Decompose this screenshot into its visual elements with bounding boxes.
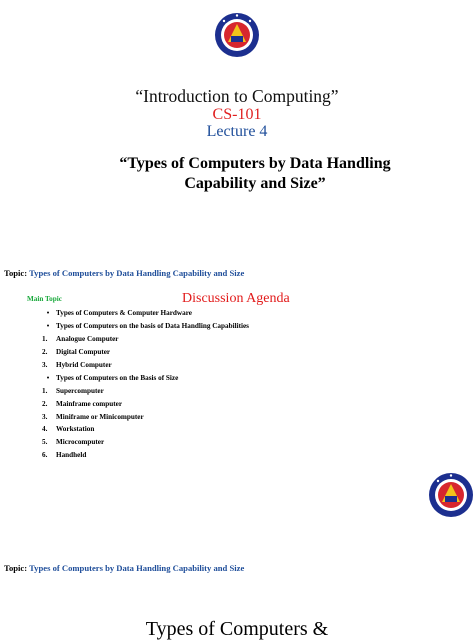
list-item — [42, 346, 249, 359]
list-marker: 5. — [42, 438, 48, 447]
list-item — [42, 359, 249, 372]
list-item — [42, 423, 249, 436]
list-marker: 3. — [42, 361, 48, 369]
list-item — [42, 320, 249, 333]
list-item-text: Mainframe computer — [56, 399, 123, 408]
list-item — [42, 333, 249, 346]
next-slide-title: Types of Computers & — [145, 618, 329, 640]
list-marker: 1. — [42, 335, 48, 344]
course-code: CS-101 — [212, 106, 262, 123]
list-item-text: Analogue Computer — [56, 335, 119, 344]
list-marker: 1. — [42, 386, 48, 395]
list-item-text: Supercomputer — [56, 386, 104, 395]
list-item — [42, 436, 249, 449]
agenda-title: Discussion Agenda — [182, 291, 290, 306]
list-item — [42, 307, 249, 320]
list-item — [42, 371, 249, 384]
list-marker: 3. — [42, 412, 48, 421]
topic-line — [4, 563, 244, 573]
university-logo — [214, 12, 260, 58]
list-marker: 2. — [42, 399, 48, 408]
list-marker: • — [46, 309, 50, 318]
university-logo-side — [428, 472, 474, 518]
course-title: “Introduction to Computing” — [135, 86, 339, 106]
topic-value: Types of Computers by Data Handling Capability and Size — [29, 268, 245, 278]
list-item-text: Handheld — [56, 451, 87, 460]
list-item — [42, 449, 249, 462]
list-item-text: Types of Computers on the Basis of Size — [56, 373, 179, 382]
topic-line — [4, 268, 244, 278]
main-topic-label: Main Topic — [27, 295, 62, 303]
list-marker: 6. — [42, 451, 48, 460]
list-item — [42, 410, 249, 423]
list-item-text: Workstation — [56, 425, 95, 434]
list-item-text: Hybrid Computer — [56, 361, 112, 369]
list-item-text: Types of Computers & Computer Hardware — [56, 309, 192, 318]
topic-value: Types of Computers by Data Handling Capability and Size — [29, 563, 245, 573]
list-item — [42, 397, 249, 410]
topic-label: Topic: — [4, 268, 28, 278]
list-marker: 4. — [42, 425, 48, 434]
list-marker: • — [46, 373, 50, 382]
list-item-text: Miniframe or Minicomputer — [56, 412, 144, 421]
list-item — [42, 384, 249, 397]
list-marker: • — [46, 322, 50, 331]
topic-label: Topic: — [4, 563, 28, 573]
lecture-number: Lecture 4 — [206, 123, 268, 140]
list-item-text: Microcomputer — [56, 438, 105, 447]
list-item-text: Types of Computers on the basis of Data Handling Capabilities — [56, 322, 249, 331]
lecture-subtitle: “Types of Computers by Data Handling Capability and Size” — [119, 155, 391, 192]
list-marker: 2. — [42, 348, 48, 357]
agenda-list — [42, 307, 249, 462]
list-item-text: Digital Computer — [56, 348, 111, 357]
